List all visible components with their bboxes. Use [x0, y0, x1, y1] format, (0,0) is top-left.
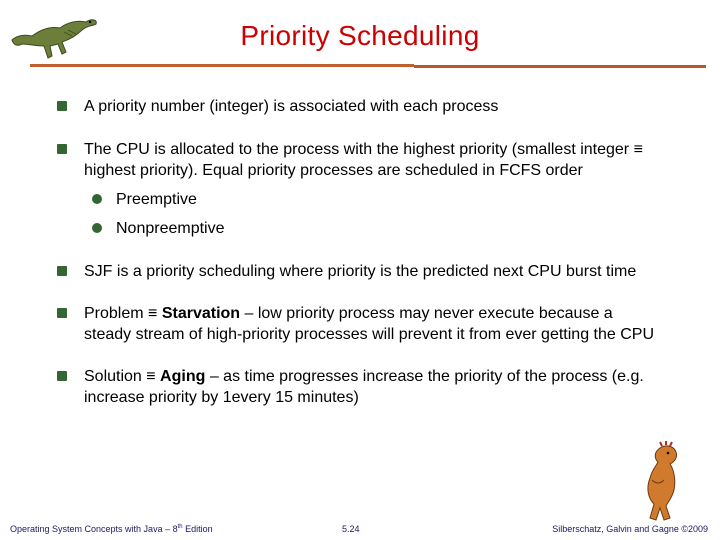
- bullet-item: The CPU is allocated to the process with the highest priority (smallest integer ≡ highest priority). Equal priority processes are scheduled in FCFS order: [60, 139, 660, 181]
- round-bullet-icon: [92, 194, 102, 204]
- solution-rest: – as time progresses increase the priority of the process (e.g. increase priority by 1every 15 minutes): [84, 368, 644, 406]
- starvation-term: Starvation: [161, 305, 241, 322]
- bullet-item: SJF is a priority scheduling where priority is the predicted next CPU burst time: [60, 261, 660, 282]
- square-bullet-icon: [57, 371, 67, 381]
- round-bullet-icon: [92, 223, 102, 233]
- square-bullet-icon: [57, 308, 67, 318]
- dinosaur-icon: [630, 440, 694, 522]
- title-divider: [30, 64, 706, 68]
- square-bullet-icon: [57, 266, 67, 276]
- bullet-item: [60, 366, 660, 408]
- problem-lead: Problem ≡: [84, 305, 162, 322]
- footer-page-number: 5.24: [342, 524, 360, 534]
- footer-copyright: Silberschatz, Galvin and Gagne ©2009: [552, 524, 708, 534]
- bullet-item: [60, 303, 660, 345]
- page-title: Priority Scheduling: [240, 20, 480, 51]
- bullet-list: [60, 96, 660, 408]
- solution-lead: Solution ≡: [84, 368, 161, 385]
- aging-term: Aging: [160, 368, 206, 385]
- bullet-item: A priority number (integer) is associated with each process: [60, 96, 660, 117]
- footer-book-title: Operating System Concepts with Java – 8th Edition: [10, 524, 213, 534]
- sub-bullet-item: Nonpreemptive: [92, 218, 660, 239]
- square-bullet-icon: [57, 101, 67, 111]
- sub-bullet-item: Preemptive: [92, 189, 660, 210]
- problem-rest: – low priority process may never execute because a steady stream of high-priority processes will prevent it from ever getting the CPU: [84, 305, 655, 343]
- square-bullet-icon: [57, 144, 67, 154]
